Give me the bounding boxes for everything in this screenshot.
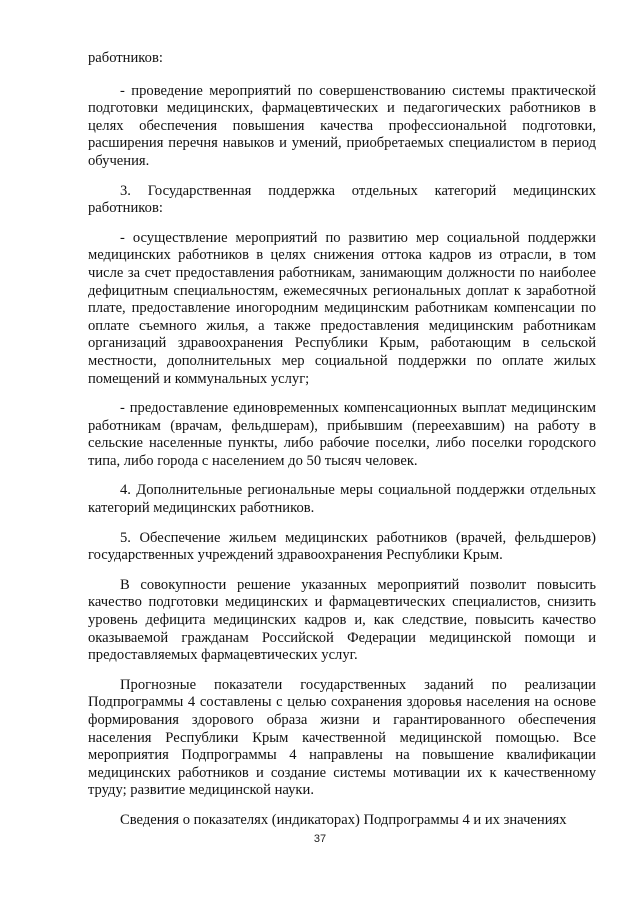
paragraph-summary: В совокупности решение указанных мероприятий позволит повысить качество подготовки медицинских и фармацевтических специалистов, снизить уровень дефицита медицинских кадров и, как следствие, повысить качество оказываемой гражданам Российской Федерации медицинской помощи и предоставляемых фармацевтических услуг. [88,576,596,664]
document-body [88,50,596,842]
paragraph-continuation: работников: [88,50,163,66]
paragraph-housing: 5. Обеспечение жильем медицинских работников (врачей, фельдшеров) государственных учреждений здравоохранения Республики Крым. [88,529,596,564]
paragraph-regional-measures: 4. Дополнительные региональные меры социальной поддержки отдельных категорий медицинских работников. [88,482,596,517]
paragraph-indicators-info: Сведения о показателях (индикаторах) Подпрограммы 4 и их значениях [120,811,567,828]
paragraph-compensation-payments: - предоставление единовременных компенсационных выплат медицинским работникам (врачам, фельдшерам), прибывшим (переехавшим) на работу в сельские населенные пункты, либо рабочие поселки, либо поселки городского типа, либо города с населением до 50 тысяч человек. [88,400,596,469]
paragraph-state-support-heading: 3. Государственная поддержка отдельных категорий медицинских работников: [88,182,596,217]
page-number: 37 [313,833,327,845]
paragraph-practical-training: - проведение мероприятий по совершенствованию системы практической подготовки медицинских, фармацевтических и педагогических работников в целях обеспечения повышения качества профессиональной подготовки, расширения перечня навыков и умений, приобретаемых специалистом в период обучения. [88,82,596,169]
paragraph-forecast-indicators: Прогнозные показатели государственных заданий по реализации Подпрограммы 4 составлены с целью сохранения здоровья населения на основе формирования здорового образа жизни и гарантированного обеспечения населения Республики Крым качественной медицинской помощью. Все мероприятия Подпрограммы 4 направлены на повышение квалификации медицинских работников и создание системы мотивации их к качественному труду; развитие медицинской науки. [88,676,596,799]
paragraph-social-support: - осуществление мероприятий по развитию мер социальной поддержки медицинских работников в целях снижения оттока кадров из отрасли, в том числе за счет предоставления работникам, занимающим должности по наиболее дефицитным специальностям, ежемесячных региональных доплат к заработной плате, предоставление иногородним медицинским работникам компенсации по оплате съемного жилья, а также предоставления медицинским работникам организаций здравоохранения Республики Крым, работающим в сельской местности, дополнительных мер социальной поддержки по оплате жилых помещений и коммунальных услуг; [88,229,596,387]
